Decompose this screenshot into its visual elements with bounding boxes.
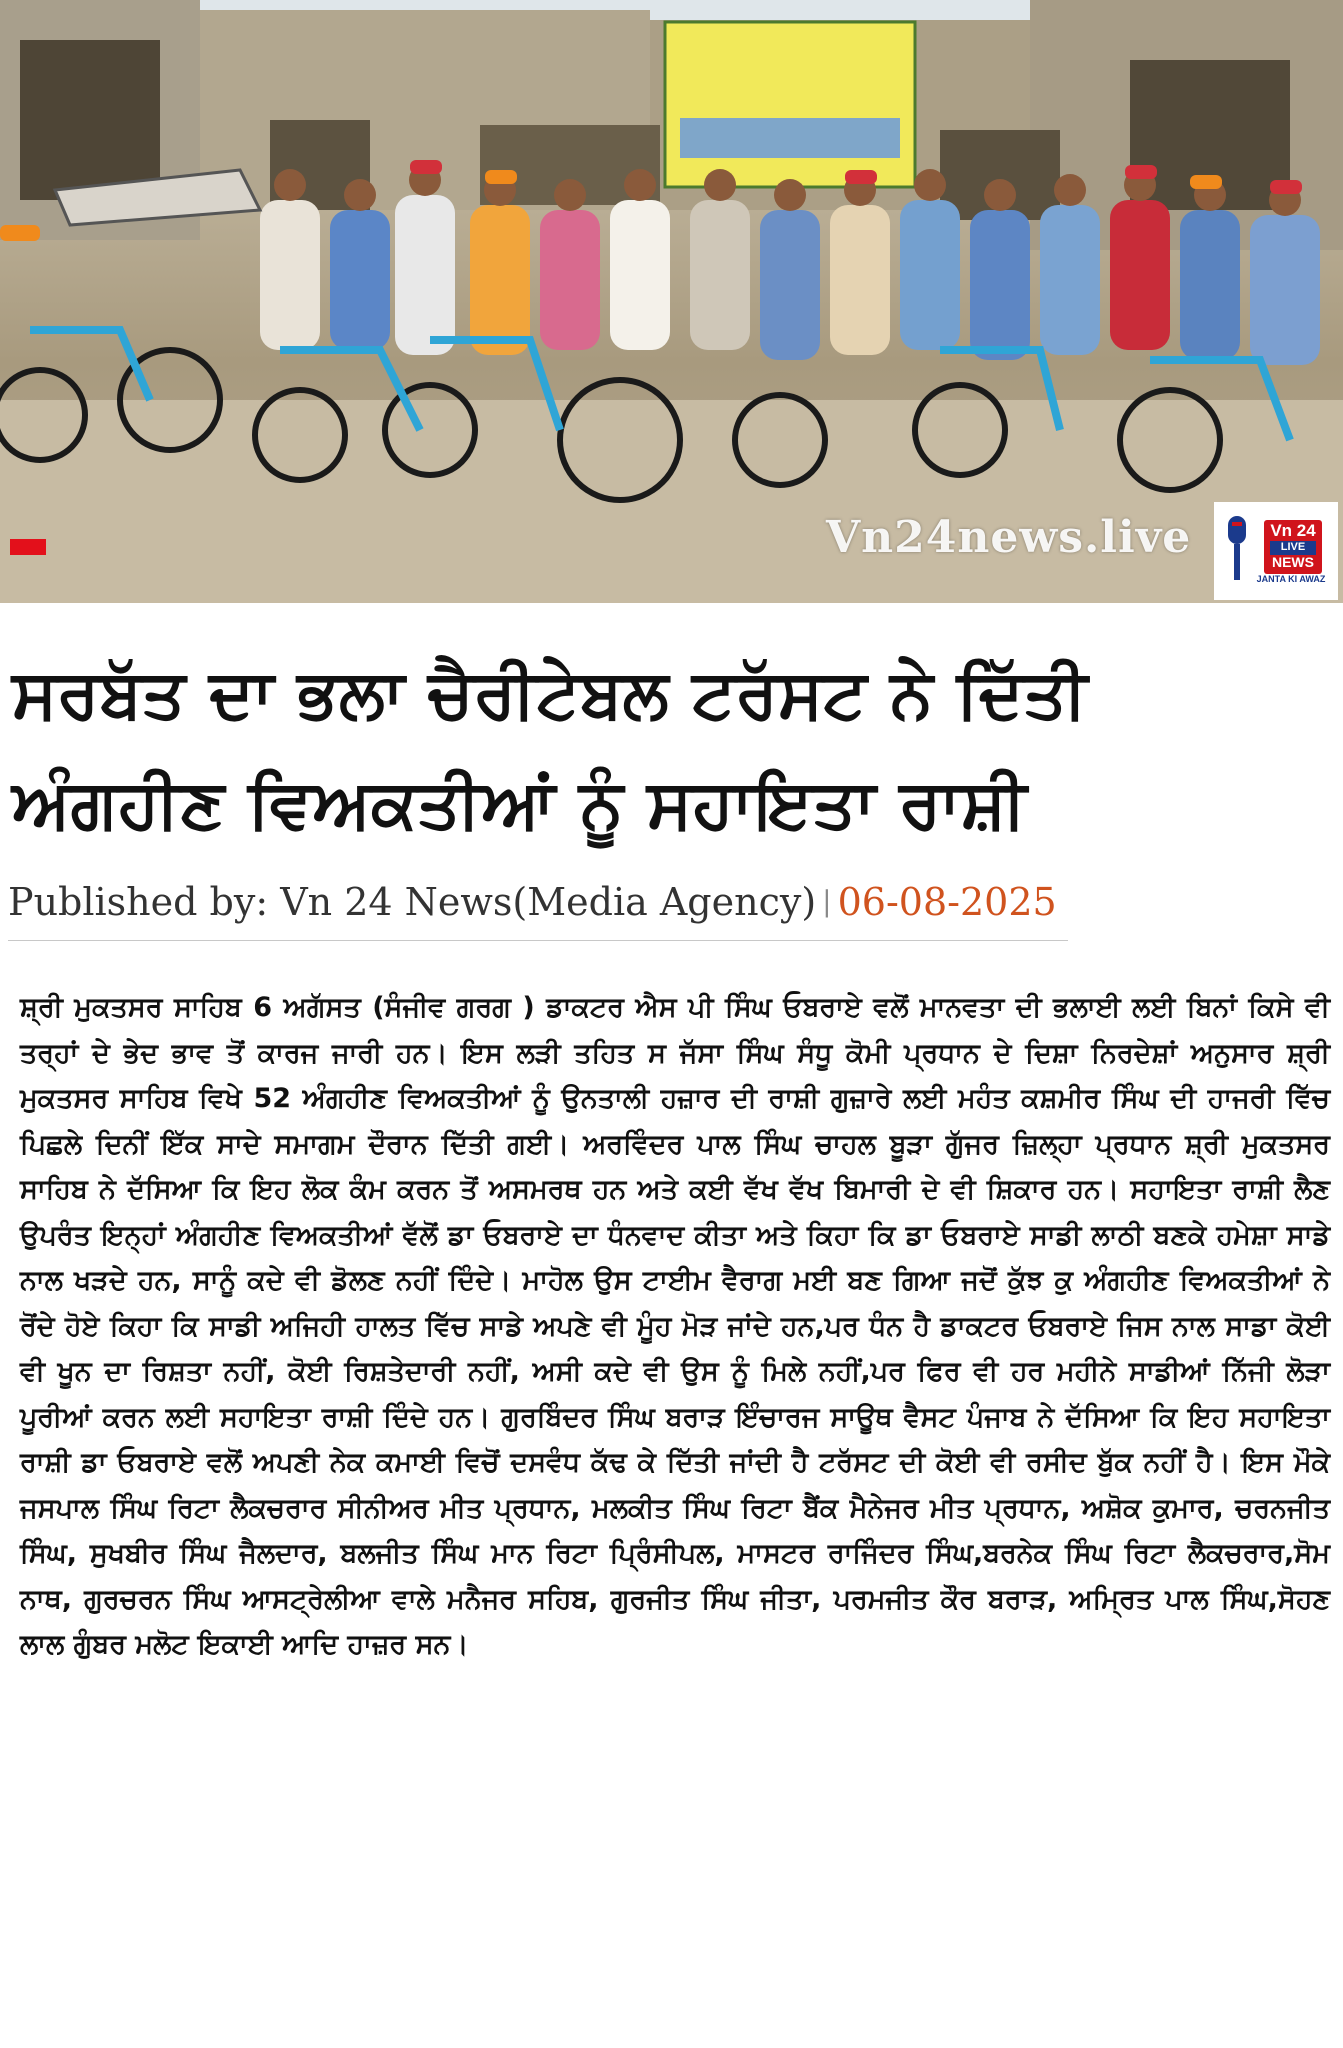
headline-line-2: ਅੰਗਹੀਣ ਵਿਅਕਤੀਆਂ ਨੂੰ ਸਹਾਇਤਾ ਰਾਸ਼ੀ	[12, 765, 1027, 844]
microphone-icon	[1222, 514, 1252, 584]
article-body: ਸ਼੍ਰੀ ਮੁਕਤਸਰ ਸਾਹਿਬ 6 ਅਗੱਸਤ (ਸੰਜੀਵ ਗਰਗ ) ਡਾਕਟਰ ਐਸ ਪੀ ਸਿੰਘ ਓਬਰਾਏ ਵਲੋਂ ਮਾਨਵਤਾ ਦੀ ਭਲਾਈ ਲਈ ਬਿਨਾਂ ਕਿਸੇ ਵੀ ਤਰ੍ਹਾਂ ਦੇ ਭੇਦ ਭਾਵ ਤੋਂ ਕਾਰਜ ਜਾਰੀ ਹਨ। ਇਸ ਲੜੀ ਤਹਿਤ ਸ ਜੱਸਾ ਸਿੰਘ ਸੰਧੂ ਕੋਮੀ ਪ੍ਰਧਾਨ ਦੇ ਦਿਸ਼ਾ ਨਿਰਦੇਸ਼ਾਂ ਅਨੁਸਾਰ ਸ਼੍ਰੀ ਮੁਕਤਸਰ ਸਾਹਿਬ ਵਿਖੇ 52 ਅੰਗਹੀਣ ਵਿਅਕਤੀਆਂ ਨੂੰ ਉਨਤਾਲੀ ਹਜ਼ਾਰ ਦੀ ਰਾਸ਼ੀ ਗੁਜ਼ਾਰੇ ਲਈ ਮਹੰਤ ਕਸ਼ਮੀਰ ਸਿੰਘ ਦੀ ਹਾਜਰੀ ਵਿੱਚ ਪਿਛਲੇ ਦਿਨੀਂ ਇੱਕ ਸਾਦੇ ਸਮਾਗਮ ਦੌਰਾਨ ਦਿੱਤੀ ਗਈ। ਅਰਵਿੰਦਰ ਪਾਲ ਸਿੰਘ ਚਾਹਲ ਬੂੜਾ ਗੁੱਜਰ ਜ਼ਿਲ੍ਹਾ ਪ੍ਰਧਾਨ ਸ਼੍ਰੀ ਮੁਕਤਸਰ ਸਾਹਿਬ ਨੇ ਦੱਸਿਆ ਕਿ ਇਹ ਲੋਕ ਕੰਮ ਕਰਨ ਤੋਂ ਅਸਮਰਥ ਹਨ ਅਤੇ ਕਈ ਵੱਖ ਵੱਖ ਬਿਮਾਰੀ ਦੇ ਵੀ ਸ਼ਿਕਾਰ ਹਨ। ਸਹਾਇਤਾ ਰਾਸ਼ੀ ਲੈਣ ਉਪਰੰਤ ਇਨ੍ਹਾਂ ਅੰਗਹੀਣ ਵਿਅਕਤੀਆਂ ਵੱਲੋਂ ਡਾ ਓਬਰਾਏ ਦਾ ਧੰਨਵਾਦ ਕੀਤਾ ਅਤੇ ਕਿਹਾ ਕਿ ਡਾ ਓਬਰਾਏ ਸਾਡੀ ਲਾਠੀ ਬਣਕੇ ਹਮੇਸ਼ਾ ਸਾਡੇ ਨਾਲ ਖੜਦੇ ਹਨ, ਸਾਨੂੰ ਕਦੇ ਵੀ ਡੋਲਣ ਨਹੀਂ ਦਿੰਦੇ। ਮਾਹੋਲ ਉਸ ਟਾਈਮ ਵੈਰਾਗ ਮਈ ਬਣ ਗਿਆ ਜਦੋਂ ਕੁੱਝ ਕੁ ਅੰਗਹੀਣ ਵਿਅਕਤੀਆਂ ਨੇ ਰੋਂਦੇ ਹੋਏ ਕਿਹਾ ਕਿ ਸਾਡੀ ਅਜਿਹੀ ਹਾਲਤ ਵਿੱਚ ਸਾਡੇ ਅਪਣੇ ਵੀ ਮੂੰਹ ਮੋੜ ਜਾਂਦੇ ਹਨ,ਪਰ ਧੰਨ ਹੈ ਡਾਕਟਰ ਓਬਰਾਏ ਜਿਸ ਨਾਲ ਸਾਡਾ ਕੋਈ ਵੀ ਖੂਨ ਦਾ ਰਿਸ਼ਤਾ ਨਹੀਂ, ਕੋਈ ਰਿਸ਼ਤੇਦਾਰੀ ਨਹੀਂ, ਅਸੀ ਕਦੇ ਵੀ ਉਸ ਨੂੰ ਮਿਲੇ ਨਹੀਂ,ਪਰ ਫਿਰ ਵੀ ਹਰ ਮਹੀਨੇ ਸਾਡੀਆਂ ਨਿੱਜੀ ਲੋੜਾ ਪੂਰੀਆਂ ਕਰਨ ਲਈ ਸਹਾਇਤਾ ਰਾਸ਼ੀ ਦਿੰਦੇ ਹਨ। ਗੁਰਬਿੰਦਰ ਸਿੰਘ ਬਰਾੜ ਇੰਚਾਰਜ ਸਾਊਥ ਵੈਸਟ ਪੰਜਾਬ ਨੇ ਦੱਸਿਆ ਕਿ ਇਹ ਸਹਾਇਤਾ ਰਾਸ਼ੀ ਡਾ ਓਬਰਾਏ ਵਲੋਂ ਅਪਣੀ ਨੇਕ ਕਮਾਈ ਵਿਚੋਂ ਦਸਵੰਧ ਕੱਢ ਕੇ ਦਿੱਤੀ ਜਾਂਦੀ ਹੈ ਟਰੱਸਟ ਦੀ ਕੋਈ ਵੀ ਰਸੀਦ ਬੁੱਕ ਨਹੀਂ ਹੈ। ਇਸ ਮੌਕੇ ਜਸਪਾਲ ਸਿੰਘ ਰਿਟਾ ਲੈਕਚਰਾਰ ਸੀਨੀਅਰ ਮੀਤ ਪ੍ਰਧਾਨ, ਮਲਕੀਤ ਸਿੰਘ ਰਿਟਾ ਬੈਂਕ ਮੈਨੇਜਰ ਮੀਤ ਪ੍ਰਧਾਨ, ਅਸ਼ੋਕ ਕੁਮਾਰ, ਚਰਨਜੀਤ ਸਿੰਘ, ਸੁਖਬੀਰ ਸਿੰਘ ਜੈਲਦਾਰ, ਬਲਜੀਤ ਸਿੰਘ ਮਾਨ ਰਿਟਾ ਪ੍ਰਿੰਸੀਪਲ, ਮਾਸਟਰ ਰਾਜਿੰਦਰ ਸਿੰਘ,ਬਰਨੇਕ ਸਿੰਘ ਰਿਟਾ ਲੈਕਚਰਾਰ,ਸੋਮ ਨਾਥ, ਗੁਰਚਰਨ ਸਿੰਘ ਆਸਟ੍ਰੇਲੀਆ ਵਾਲੇ ਮਨੈਜਰ ਸਹਿਬ, ਗੁਰਜੀਤ ਸਿੰਘ ਜੀਤਾ, ਪਰਮਜੀਤ ਕੌਰ ਬਰਾੜ, ਅਮ੍ਰਿਤ ਪਾਲ ਸਿੰਘ,ਸੋਹਣ ਲਾਲ ਗੁੰਬਰ ਮਲੋਟ ਇਕਾਈ ਆਦਿ ਹਾਜ਼ਰ ਸਨ।	[20, 992, 1330, 1660]
channel-logo	[1214, 502, 1338, 600]
logo-badge	[1264, 520, 1321, 573]
news-photo	[0, 0, 1343, 603]
logo-line1: Vn 24	[1270, 521, 1316, 541]
byline-separator: |	[822, 885, 832, 918]
logo-tagline: JANTA KI AWAZ	[1256, 573, 1326, 584]
red-marker	[10, 539, 46, 555]
logo-line3: NEWS	[1271, 553, 1314, 570]
publish-date: 06-08-2025	[837, 880, 1057, 924]
byline	[8, 880, 1068, 941]
watermark-text: Vn24news.live	[826, 512, 1192, 563]
logo-line2: LIVE	[1270, 541, 1315, 555]
headline-line-1: ਸਰਬੱਤ ਦਾ ਭਲਾ ਚੈਰੀਟੇਬਲ ਟਰੱਸਟ ਨੇ ਦਿੱਤੀ	[12, 655, 1088, 734]
published-by: Published by: Vn 24 News(Media Agency)	[8, 880, 817, 924]
article-headline	[12, 640, 1332, 860]
